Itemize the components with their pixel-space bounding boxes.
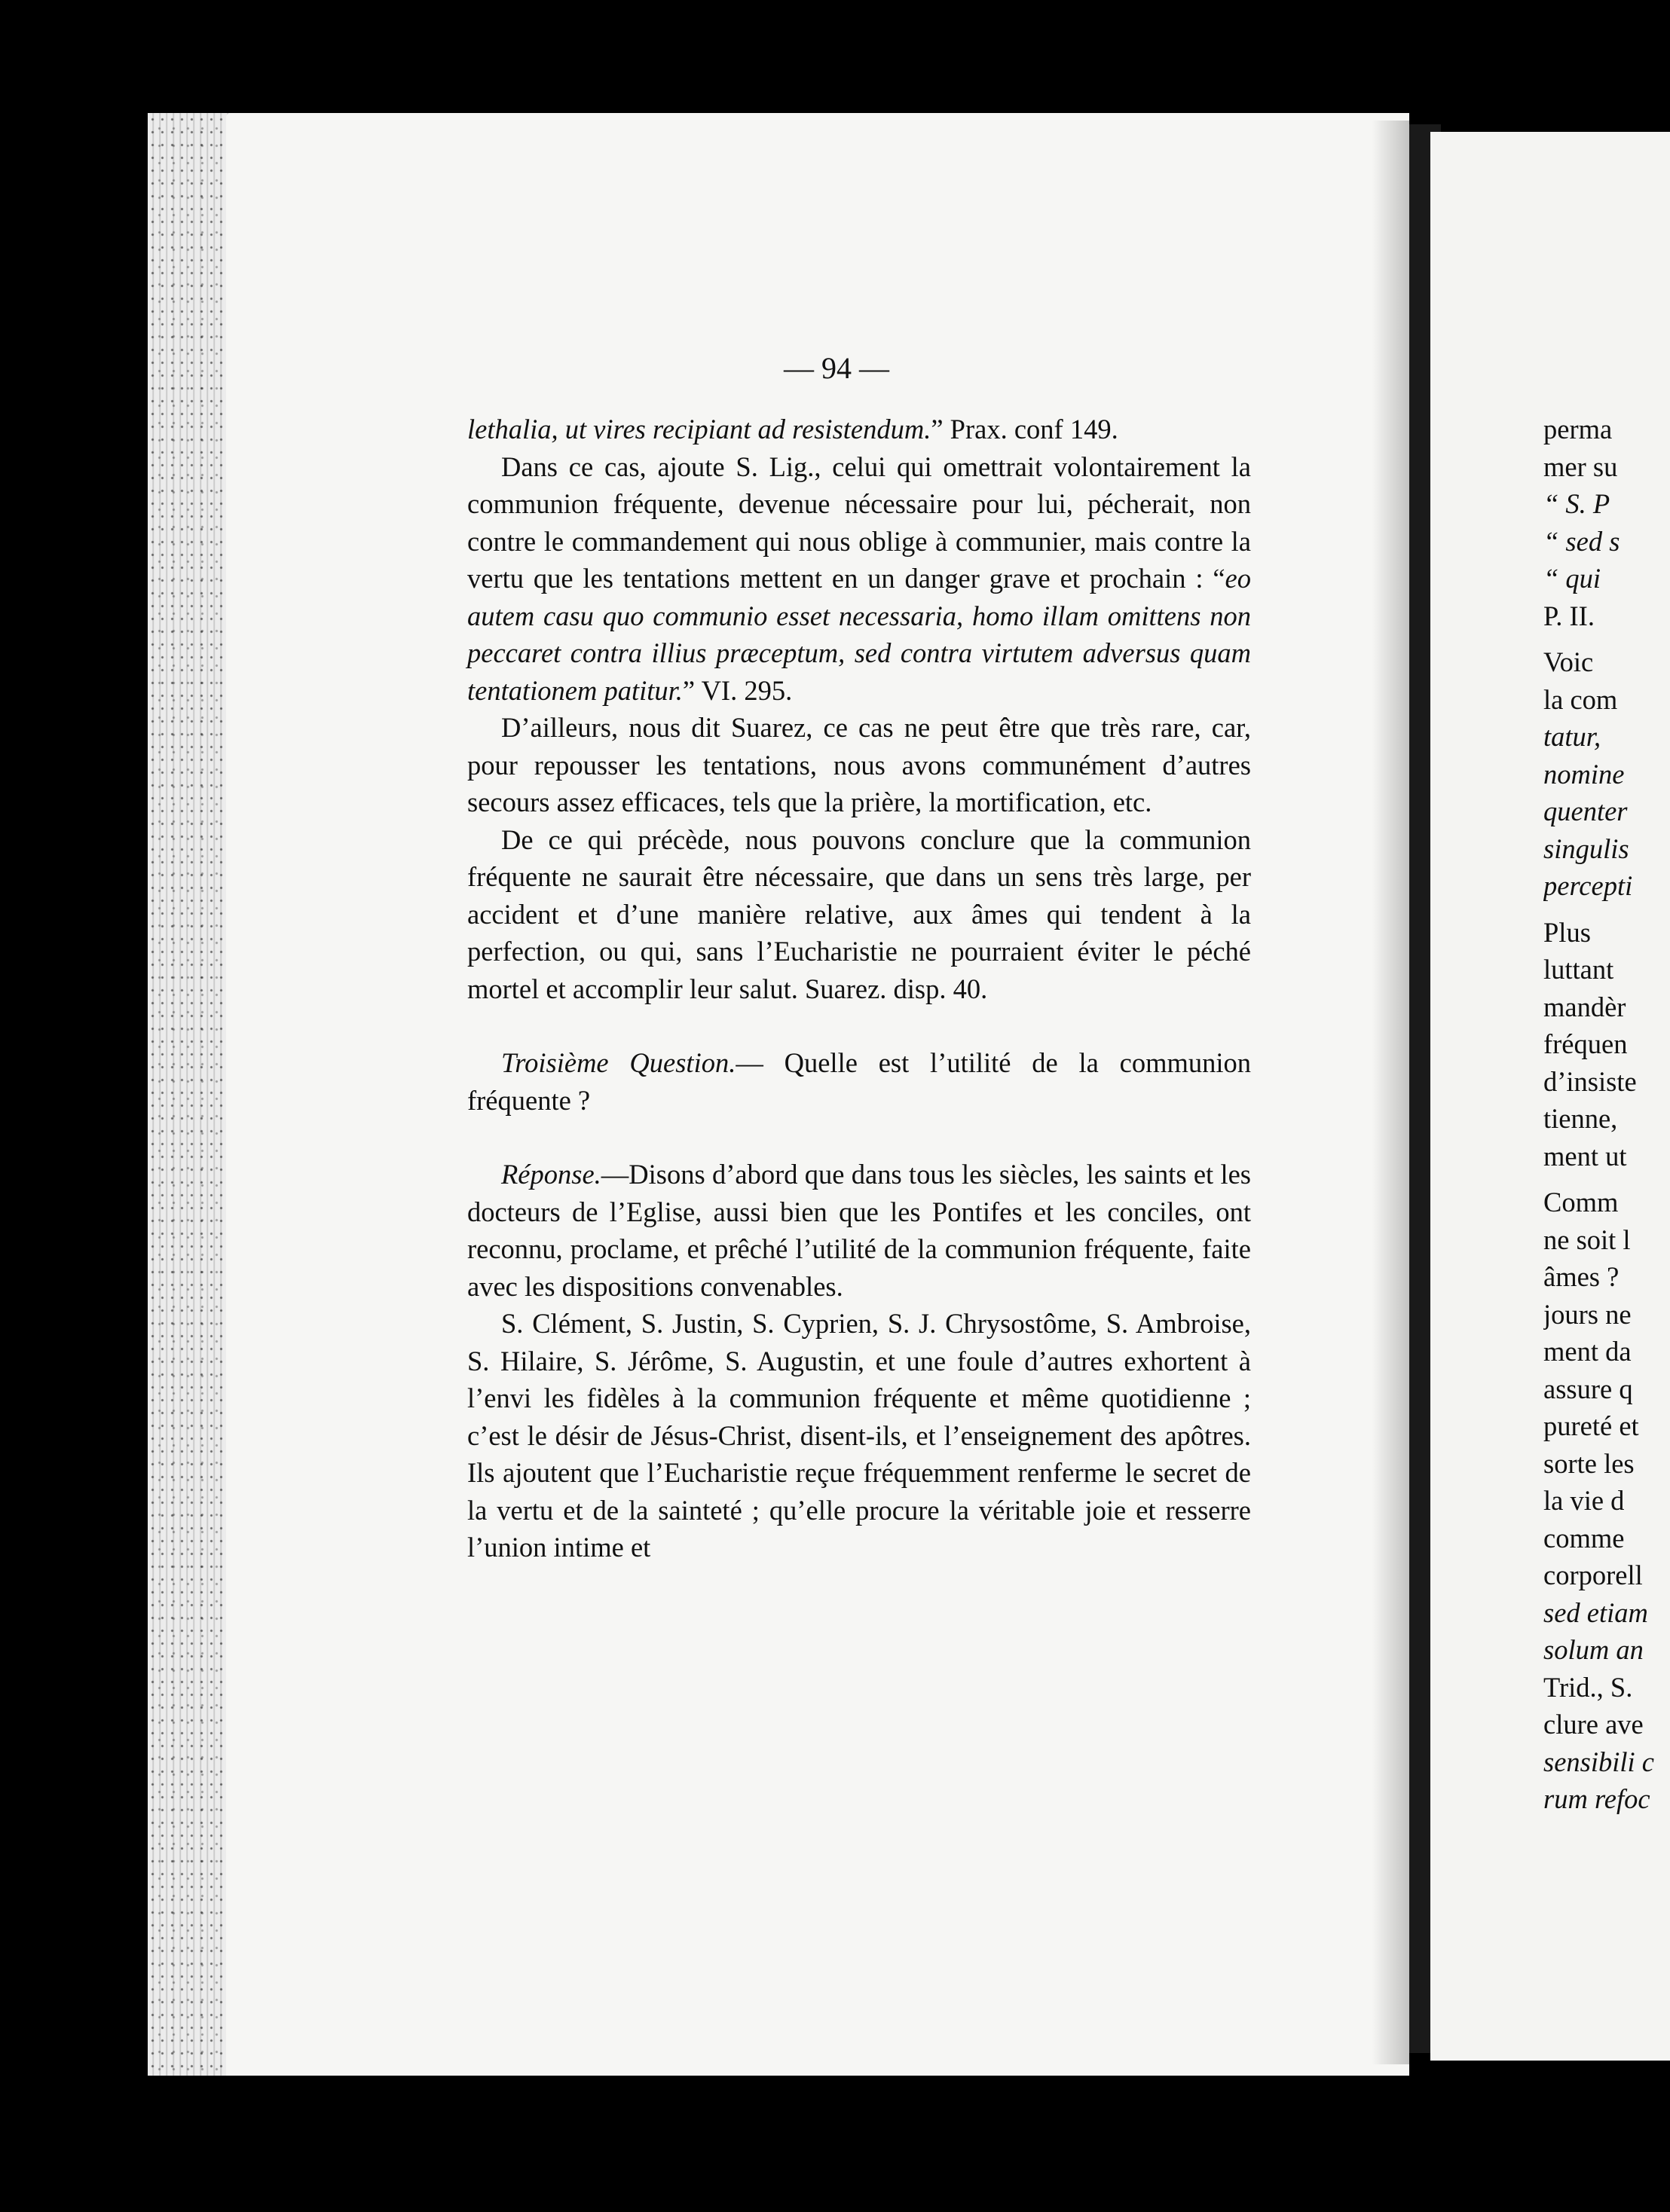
right-page-line: rum refoc [1543, 1783, 1650, 1814]
paragraph [467, 821, 1251, 1008]
text-run: D’ailleurs, nous dit Suarez, ce cas ne peut être que très rare, car, pour repousser les tentations, nous avons communément d’autres secours assez efficaces, tels que la prière, la mortification, etc. [467, 712, 1251, 817]
paragraph [467, 411, 1251, 448]
right-page-line: Plus [1543, 916, 1591, 948]
italic-text: lethalia, ut vires recipiant ad resistendum. [467, 414, 931, 445]
italic-text: Réponse. [501, 1159, 601, 1190]
right-page-line: perma [1543, 414, 1613, 445]
right-page-line: corporell [1543, 1560, 1643, 1590]
right-page-line: luttant [1543, 954, 1614, 985]
text-run: S. Clément, S. Justin, S. Cyprien, S. J. Chrysostôme, S. Ambroise, S. Hilaire, S. Jérôme, S. Augustin, et une foule d’autres exhortent à l’envi les fidèles à la communion fréquente et même quotidienne ; c’est le désir de Jésus-Christ, disent-ils, et l’enseignement des apôtres. Ils ajoutent que l’Eucharistie reçue fréquemment renferme le secret de la vertu et de la sainteté ; qu’elle procure la véritable joie et resserre l’union intime et [467, 1308, 1251, 1563]
paragraph [467, 448, 1251, 710]
page-number: — 94 — [784, 351, 889, 385]
right-page-line: âmes ? [1543, 1261, 1620, 1292]
right-page-line: ment da [1543, 1336, 1632, 1367]
right-page-body-text [1543, 411, 1670, 1818]
right-page-line: “ sed s [1543, 525, 1620, 557]
right-page-line: la vie d [1543, 1485, 1625, 1516]
paragraph [467, 1156, 1251, 1305]
right-page-line: la com [1543, 683, 1618, 715]
right-page-line: jours ne [1543, 1298, 1632, 1330]
right-page-line: Voic [1543, 646, 1594, 677]
right-page-line: sensibili c [1543, 1746, 1654, 1777]
right-page-line: fréquen [1543, 1028, 1628, 1059]
right-page-line: ment ut [1543, 1140, 1627, 1172]
right-page-line: P. II. [1543, 600, 1595, 631]
right-page-line: d’insiste [1543, 1065, 1637, 1097]
text-run: ” VI. 295. [682, 674, 793, 706]
text-run: — Quelle est l’utilité de la communion fréquente ? [467, 1047, 1251, 1116]
right-page-line: mer su [1543, 451, 1618, 482]
right-page-line: singulis [1543, 833, 1629, 864]
right-page-line: ne soit l [1543, 1224, 1631, 1255]
paragraph [467, 1305, 1251, 1566]
left-page-body-text [467, 411, 1251, 1566]
right-page-line: tatur, [1543, 721, 1601, 752]
right-page-line: Comm [1543, 1187, 1619, 1218]
paragraph [467, 1044, 1251, 1119]
text-run: Dans ce cas, ajoute S. Lig., celui qui omettrait volontairement la communion fréquente, devenue nécessaire pour lui, pécherait, non contre le commandement qui nous oblige à communier, mais contre la vertu que les tentations mettent en un danger grave et prochain : “ [467, 451, 1251, 594]
right-page-line: mandèr [1543, 991, 1626, 1022]
right-page-line: “ qui [1543, 563, 1601, 594]
right-page-line: nomine [1543, 758, 1625, 790]
right-page-line: quenter [1543, 796, 1628, 826]
right-page-line: pureté et [1543, 1410, 1639, 1441]
text-run: De ce qui précède, nous pouvons conclure que la communion fréquente ne saurait être nécessaire, que dans un sens très large, per accident et d’une manière relative, aux âmes qui tendent à la perfection, ou qui, sans l’Eucharistie ne pourraient éviter le péché mortel et accomplir leur salut. Suarez. disp. 40. [467, 823, 1251, 1004]
paragraph [467, 709, 1251, 821]
right-page-line: comme [1543, 1522, 1625, 1554]
right-page-line: percepti [1543, 870, 1633, 901]
right-page-line: assure q [1543, 1373, 1633, 1404]
right-page-line: sorte les [1543, 1447, 1635, 1479]
right-page-line: sed etiam [1543, 1596, 1648, 1628]
right-page-line: Trid., S. [1543, 1671, 1633, 1703]
right-page-line: “ S. P [1543, 488, 1610, 519]
page-edge-speckle [148, 113, 238, 2076]
right-page-line: solum an [1543, 1634, 1644, 1665]
italic-text: eo autem casu quo communio esset necessaria, homo illam omittens non peccaret contra illius præceptum, sed contra virtutem adversus quam tentationem patitur. [467, 563, 1251, 706]
italic-text: Troisième Question. [501, 1047, 736, 1078]
text-run: —Disons d’abord que dans tous les siècles, les saints et les docteurs de l’Eglise, aussi bien que les Pontifes et les conciles, ont reconnu, proclame, et prêché l’utilité de la communion fréquente, faite avec les dispositions convenables. [467, 1159, 1251, 1302]
right-page-line: tienne, [1543, 1103, 1618, 1134]
text-run: ” Prax. conf 149. [931, 414, 1118, 445]
right-page-line: clure ave [1543, 1709, 1644, 1740]
